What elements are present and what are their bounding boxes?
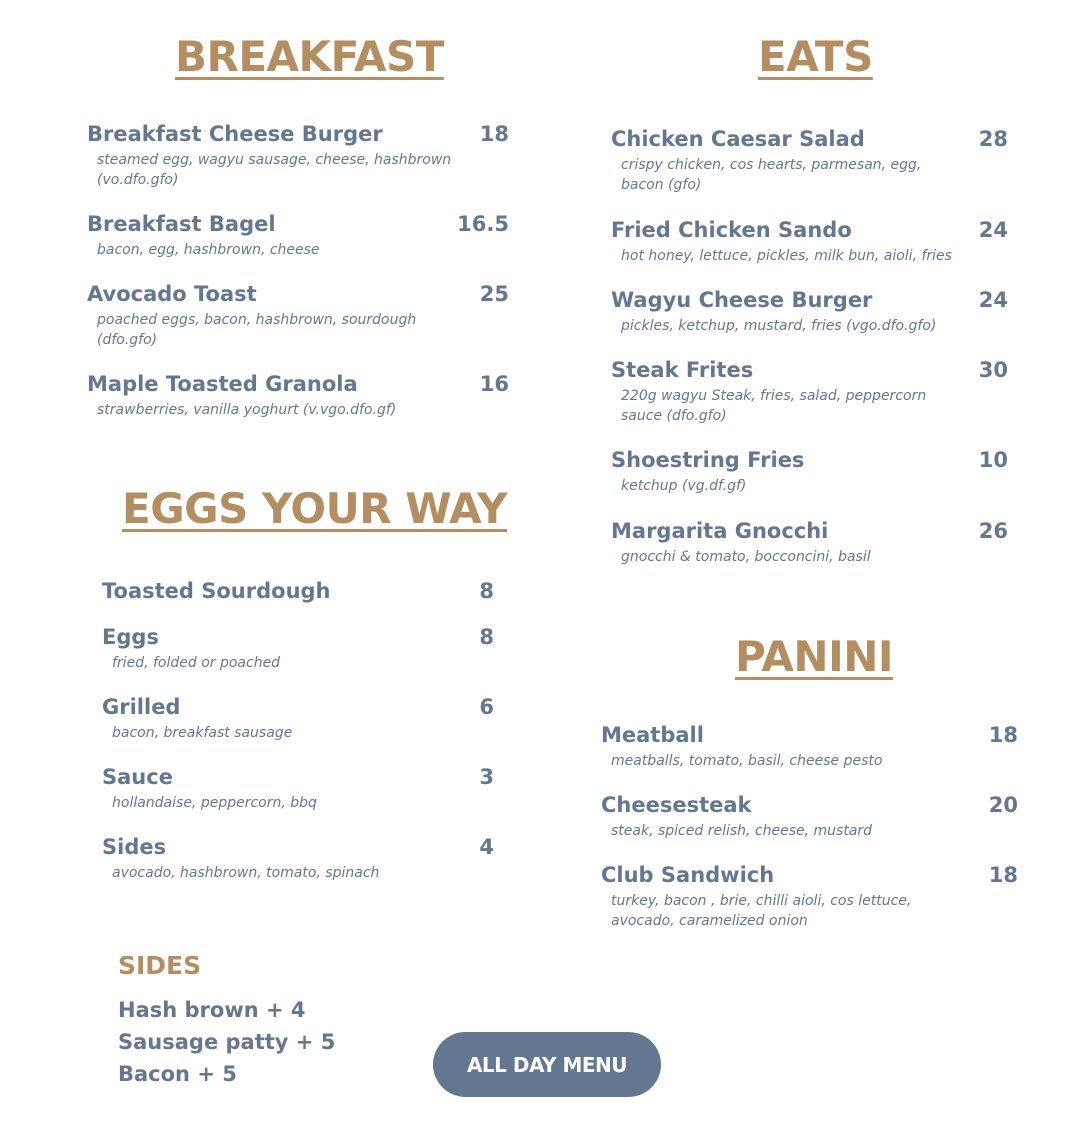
menu-item-avocado-toast	[87, 281, 509, 351]
item-price: 18	[988, 863, 1018, 887]
item-price: 8	[479, 579, 494, 603]
item-name: Eggs	[102, 625, 159, 649]
item-description: gnocchi & tomato, bocconcini, basil	[621, 549, 871, 565]
menu-item-fried-chicken-sando	[611, 217, 1008, 267]
item-description: avocado, hashbrown, tomato, spinach	[112, 865, 380, 881]
eggs-your-way-heading: EGGS YOUR WAY	[122, 484, 508, 533]
menu-item-toasted-sourdough	[102, 578, 494, 608]
item-name: Grilled	[102, 695, 181, 719]
item-description: hot honey, lettuce, pickles, milk bun, aioli, fries	[621, 248, 952, 264]
menu-item-club-sandwich	[601, 862, 1018, 932]
item-description: ketchup (vg.df.gf)	[621, 478, 747, 494]
item-name: Toasted Sourdough	[102, 579, 331, 603]
menu-item-margarita-gnocchi	[611, 518, 1008, 568]
side-hash-brown: Hash brown + 4	[118, 998, 306, 1022]
item-price: 16.5	[457, 212, 509, 236]
side-sausage-patty: Sausage patty + 5	[118, 1030, 336, 1054]
item-description: 220g wagyu Steak, fries, salad, peppercorn sauce (dfo.gfo)	[621, 388, 927, 424]
item-name: Avocado Toast	[87, 282, 257, 306]
all-day-menu-button[interactable]: ALL DAY MENU	[433, 1032, 661, 1097]
item-price: 28	[978, 127, 1008, 151]
item-name: Meatball	[601, 723, 704, 747]
item-description: steak, spiced relish, cheese, mustard	[611, 823, 873, 839]
item-name: Cheesesteak	[601, 793, 752, 817]
item-price: 25	[479, 282, 509, 306]
item-name: Margarita Gnocchi	[611, 519, 829, 543]
item-name: Wagyu Cheese Burger	[611, 288, 873, 312]
item-price: 6	[479, 695, 494, 719]
item-name: Club Sandwich	[601, 863, 775, 887]
item-description: poached eggs, bacon, hashbrown, sourdough (dfo.gfo)	[97, 312, 417, 348]
menu-item-grilled	[102, 694, 494, 744]
item-name: Breakfast Cheese Burger	[87, 122, 383, 146]
item-description: steamed egg, wagyu sausage, cheese, hashbrown (vo.dfo.gfo)	[97, 152, 452, 188]
item-description: turkey, bacon , brie, chilli aioli, cos lettuce, avocado, caramelized onion	[611, 893, 912, 929]
menu-item-sides	[102, 834, 494, 884]
menu-item-maple-toasted-granola	[87, 371, 509, 421]
item-name: Chicken Caesar Salad	[611, 127, 865, 151]
item-price: 3	[479, 765, 494, 789]
item-name: Fried Chicken Sando	[611, 218, 852, 242]
sides-heading: SIDES	[118, 951, 202, 980]
item-name: Maple Toasted Granola	[87, 372, 358, 396]
eats-heading: EATS	[758, 32, 873, 81]
item-price: 18	[988, 723, 1018, 747]
menu-item-eggs	[102, 624, 494, 674]
menu-item-steak-frites	[611, 357, 1008, 427]
menu-item-meatball	[601, 722, 1018, 772]
item-description: strawberries, vanilla yoghurt (v.vgo.dfo.gf)	[97, 402, 397, 418]
item-price: 24	[978, 288, 1008, 312]
menu-item-sauce	[102, 764, 494, 814]
item-price: 24	[978, 218, 1008, 242]
panini-heading: PANINI	[735, 632, 893, 681]
item-description: fried, folded or poached	[112, 655, 281, 671]
breakfast-heading: BREAKFAST	[175, 32, 444, 81]
item-price: 20	[988, 793, 1018, 817]
menu-item-chicken-caesar-salad	[611, 126, 1008, 196]
item-name: Sauce	[102, 765, 173, 789]
menu-item-breakfast-bagel	[87, 211, 509, 261]
menu-item-wagyu-cheese-burger	[611, 287, 1008, 337]
item-price: 30	[978, 358, 1008, 382]
item-description: bacon, egg, hashbrown, cheese	[97, 242, 320, 258]
menu-item-shoestring-fries	[611, 447, 1008, 497]
item-description: meatballs, tomato, basil, cheese pesto	[611, 753, 883, 769]
item-description: bacon, breakfast sausage	[112, 725, 293, 741]
menu-item-breakfast-cheese-burger	[87, 121, 509, 191]
item-name: Steak Frites	[611, 358, 754, 382]
item-description: hollandaise, peppercorn, bbq	[112, 795, 317, 811]
menu-item-cheesesteak	[601, 792, 1018, 842]
item-name: Sides	[102, 835, 167, 859]
item-description: pickles, ketchup, mustard, fries (vgo.dfo.gfo)	[621, 318, 937, 334]
item-price: 16	[479, 372, 509, 396]
item-price: 26	[978, 519, 1008, 543]
item-description: crispy chicken, cos hearts, parmesan, egg, bacon (gfo)	[621, 157, 922, 193]
item-price: 4	[479, 835, 494, 859]
item-name: Shoestring Fries	[611, 448, 805, 472]
item-price: 18	[479, 122, 509, 146]
item-price: 8	[479, 625, 494, 649]
side-bacon: Bacon + 5	[118, 1062, 237, 1086]
item-price: 10	[978, 448, 1008, 472]
item-name: Breakfast Bagel	[87, 212, 276, 236]
